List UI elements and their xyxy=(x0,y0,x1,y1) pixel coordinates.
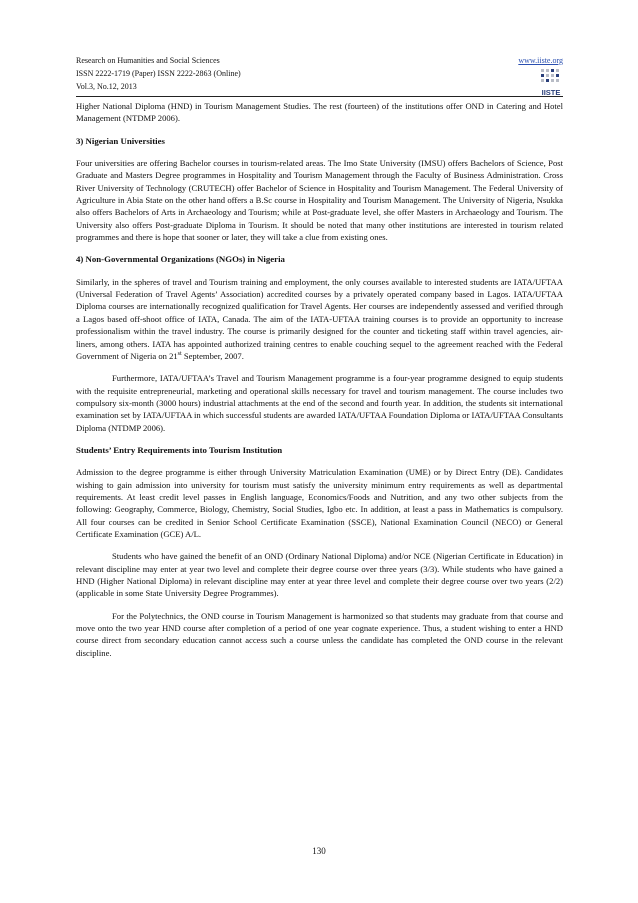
paragraph-iata-uftaa xyxy=(76,276,563,362)
ordinal-suffix: st xyxy=(177,350,182,357)
logo-text: IISTE xyxy=(541,88,561,97)
heading-nigerian-universities: 3) Nigerian Universities xyxy=(76,135,165,146)
heading-ngos: 4) Non-Governmental Organizations (NGOs) in Nigeria xyxy=(76,254,285,265)
page-header xyxy=(76,54,563,97)
paragraph-hnd-continuation: Higher National Diploma (HND) in Tourism Management Studies. The rest (fourteen) of the institutions offer OND in Catering and Hotel Management (NTDMP 2006). xyxy=(76,101,563,124)
paragraph-iata-date: September, 2007. xyxy=(181,350,244,361)
page-number: 130 xyxy=(312,846,326,856)
article-body xyxy=(76,100,563,669)
journal-title: Research on Humanities and Social Sciences xyxy=(76,56,220,65)
iiste-logo xyxy=(539,68,563,98)
paragraph-iata-text: Similarly, in the spheres of travel and Tourism training and employment, the only courses available to interested students are IATA/UFTAA (Universal Federation of Travel Agents’ Association) accredited courses by a privately operated company based in Lagos. IATA/UFTAA Diploma courses are internationally recognized qualification for Travel Agents. Her courses are independently assessed and verified through a Lagos based off-shoot office of IATA, Canada. The aim of the IATA-UFTAA training courses is to provide an opportunity to increase professionalism within the travel industry. The course is primarily designed for the counter and ticketing staff within travel agencies, air-liners, among others. IATA has appointed authorized training centres to enable couching sequel to the agreement reached with the Federal Government of Nigeria on 21 xyxy=(76,276,563,361)
journal-volume: Vol.3, No.12, 2013 xyxy=(76,82,137,91)
journal-url-link[interactable]: www.iiste.org xyxy=(518,56,563,65)
paragraph-admission: Admission to the degree programme is either through University Matriculation Examination (UME) or by Direct Entry (DE). Candidates wishing to gain admission into university for tourism must satisfy the university minimum entry requirements as well as departmental requirements. At least credit level passes in English language, Economics/Foods and Nutrition, and any two other subjects from the following: Geography, Commerce, Biology, Chemistry, Social Studies, Igbo etc. In addition, at least a pass in Mathematics is compulsory. All four courses can be credited in Senior School Certificate Examination (SSCE), National Examination Council (NECO) or General Certificate Examination (GCE) A/L. xyxy=(76,467,563,539)
header-rule xyxy=(76,96,563,97)
heading-entry-requirements: Students’ Entry Requirements into Tourism Institution xyxy=(76,444,283,455)
paragraph-universities: Four universities are offering Bachelor courses in tourism-related areas. The Imo State University (IMSU) offers Bachelors of Science, Post Graduate and Masters Degree programmes in Hospitality and Tourism Management through the Faculty of Business Administration. Cross River University of Technology (CRUTECH) offer Bachelor of Science in Hospitality and Tourism Management. The Federal University of Agriculture in Abia State on the other hand offers a B.Sc course in Hospitality and Tourism Management. The University of Nigeria, Nsukka also offers Bachelors of Arts in Archaeology and Tourism; while at Post-graduate level, she offer Masters in Archaeology and Tourism. The University also offers Post-graduate Diploma in Tourism. It should be noted that many other institutions are interested in tourism related programmes and there is hope that sooner or later, they will take a clue from existing ones. xyxy=(76,158,563,243)
paragraph-polytechnics: For the Polytechnics, the OND course in Tourism Management is harmonized so that students may graduate from that course and move onto the two year HND course after completion of a period of one year cognate experience. Thus, a student wishing to enter a HND course direct from secondary education cannot access such a course unless the candidate has completed the OND course in the relevant discipline. xyxy=(76,610,563,658)
paragraph-iata-programme: Furthermore, IATA/UFTAA’s Travel and Tourism Management programme is a four-year programme designed to equip students with the requisite entrepreneurial, marketing and operational skills necessary for travel and tourism management. The course includes two compulsory six-month (3000 hours) industrial attachments at the end of the second and fourth year. In addition, the students sit international examination set by IATA/UFTAA in which successful students are awarded IATA/UFTAA Foundation Diploma or IATA/UFTAA Consultants Diploma (NTDMP 2006). xyxy=(76,373,563,433)
paragraph-ond-nce: Students who have gained the benefit of an OND (Ordinary National Diploma) and/or NCE (Nigerian Certificate in Education) in relevant discipline may enter at year two level and complete their degree course over three years (3/3). While students who have gained a HND (Higher National Diploma) in relevant discipline may enter at year three level and complete their degree course over two years (2/2) (applicable in some State University Degree Programmes). xyxy=(76,551,563,599)
journal-issn: ISSN 2222-1719 (Paper) ISSN 2222-2863 (Online) xyxy=(76,69,241,78)
